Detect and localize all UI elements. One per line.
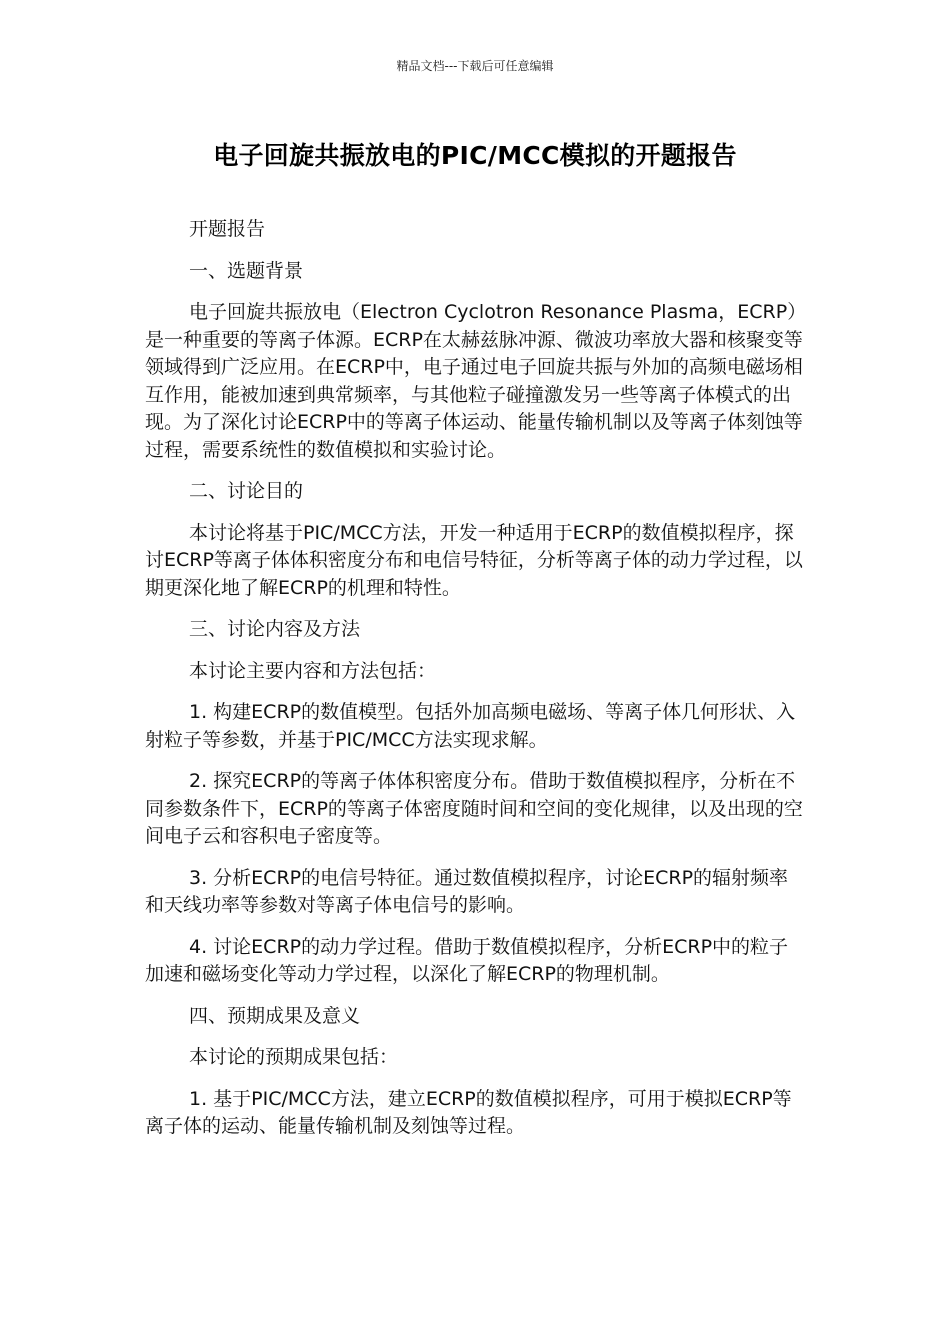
document-title: 电子回旋共振放电的PIC/MCC模拟的开题报告 (213, 141, 737, 170)
content-item-4: 4. 讨论ECRP的动力学过程。借助于数值模拟程序，分析ECRP中的粒子加速和磁场变化等动力学过程，以深化了解ECRP的物理机制。 (145, 935, 789, 985)
content-item-1: 1. 构建ECRP的数值模型。包括外加高频电磁场、等离子体几何形状、入射粒子等参数，并基于PIC/MCC方法实现求解。 (145, 701, 796, 751)
content-intro: 本讨论主要内容和方法包括： (189, 659, 437, 682)
section-heading-outcomes: 四、预期成果及意义 (189, 1004, 361, 1027)
section-heading-purpose: 二、讨论目的 (189, 480, 304, 502)
outcomes-item-1: 1. 基于PIC/MCC方法，建立ECRP的数值模拟程序，可用于模拟ECRP等离子体的运动、能量传输机制及刻蚀等过程。 (145, 1087, 792, 1137)
section-heading-background: 一、选题背景 (189, 259, 304, 282)
purpose-paragraph: 本讨论将基于PIC/MCC方法，开发一种适用于ECRP的数值模拟程序，探讨ECRP等离子体体积密度分布和电信号特征，分析等离子体的动力学过程，以期更深化地了解ECRP的机理和特性。 (145, 521, 803, 599)
content-item-3: 3. 分析ECRP的电信号特征。通过数值模拟程序，讨论ECRP的辐射频率和天线功率等参数对等离子体电信号的影响。 (145, 866, 789, 916)
content-item-2: 2. 探究ECRP的等离子体体积密度分布。借助于数值模拟程序，分析在不同参数条件下，ECRP的等离子体密度随时间和空间的变化规律，以及出现的空间电子云和容积电子密度等。 (145, 770, 803, 847)
section-heading-content: 三、讨论内容及方法 (189, 618, 361, 640)
document-body (145, 216, 807, 1155)
background-paragraph: 电子回旋共振放电（Electron Cyclotron Resonance Plasma，ECRP）是一种重要的等离子体源。ECRP在太赫兹脉冲源、微波功率放大器和核聚变等领域得到广泛应用。在ECRP中，电子通过电子回旋共振与外加的高频电磁场相互作用，能被加速到典常频率，与其他粒子碰撞激发另一些等离子体模式的出现。为了深化讨论ECRP中的等离子体运动、能量传输机制以及等离子体刻蚀等过程，需要系统性的数值模拟和实验讨论。 (145, 301, 807, 461)
outcomes-intro: 本讨论的预期成果包括： (189, 1046, 399, 1068)
intro-label: 开题报告 (189, 218, 266, 240)
header-note: 精品文档---下载后可任意编辑 (396, 59, 554, 73)
